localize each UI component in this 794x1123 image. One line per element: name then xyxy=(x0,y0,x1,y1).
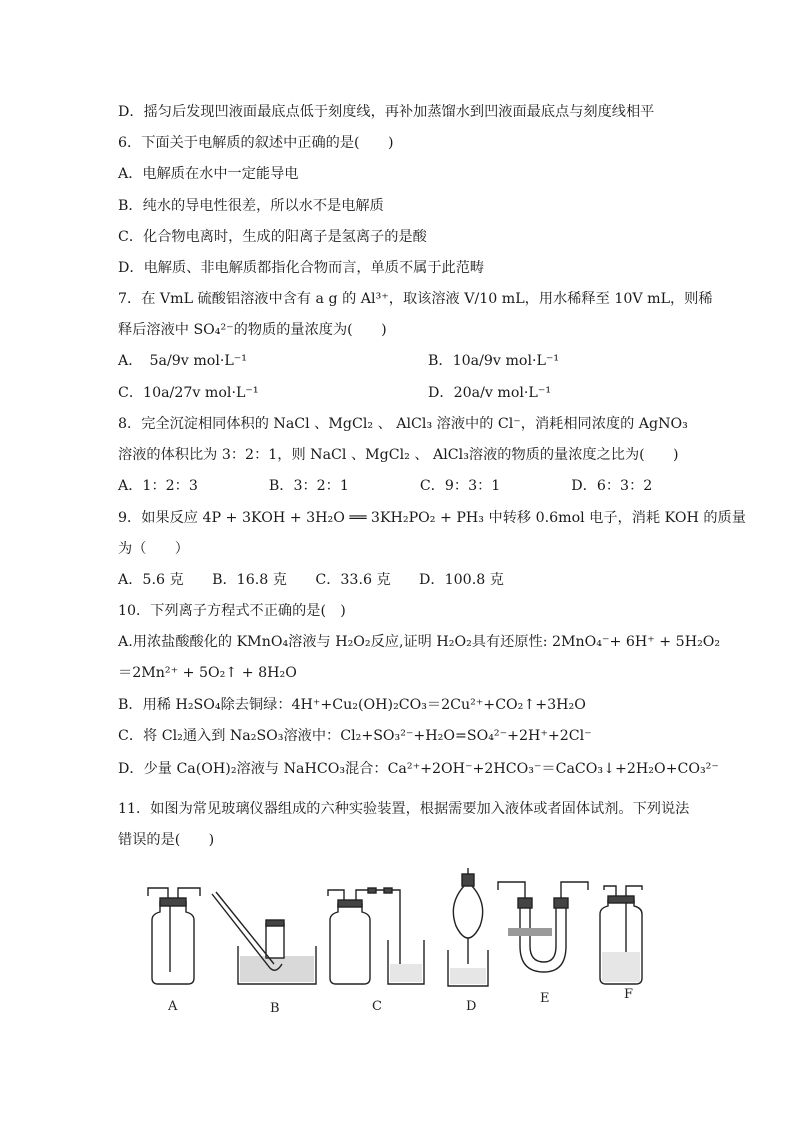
q10-stem: 10．下列离子方程式不正确的是( ) xyxy=(118,603,346,619)
apparatus-figure xyxy=(130,860,670,1020)
label-b: B xyxy=(270,1001,280,1016)
apparatus-b-trough xyxy=(212,892,316,984)
q11-stem-line2: 错误的是( ) xyxy=(118,832,215,848)
q10-option-c: C．将 Cl₂通入到 Na₂SO₃溶液中：Cl₂+SO₃²⁻+H₂O=SO₄²⁻+2H⁺+2Cl⁻ xyxy=(118,728,592,744)
label-d: D xyxy=(466,999,477,1014)
label-a: A xyxy=(168,999,178,1014)
q6-option-b: B．纯水的导电性很差，所以水不是电解质 xyxy=(118,198,384,214)
label-e: E xyxy=(540,991,550,1006)
q7-option-c: C．10a/27v mol·L⁻¹ xyxy=(118,385,259,401)
q6-option-c: C．化合物电离时，生成的阳离子是氢离子的是酸 xyxy=(118,229,427,245)
q8-stem-line2: 溶液的体积比为 3：2：1，则 NaCl 、MgCl₂ 、 AlCl₃溶液的物质的量浓度之比为( ) xyxy=(118,447,679,463)
q5-option-d: D．摇匀后发现凹液面最底点低于刻度线，再补加蒸馏水到凹液面最底点与刻度线相平 xyxy=(118,104,655,120)
apparatus-c-bottle-beaker xyxy=(328,888,424,984)
q10-option-d: D．少量 Ca(OH)₂溶液与 NaHCO₃混合：Ca²⁺+2OH⁻+2HCO₃⁻＝CaCO₃↓+2H₂O+CO₃²⁻ xyxy=(118,761,719,777)
q10-option-b: B．用稀 H₂SO₄除去铜绿：4H⁺+Cu₂(OH)₂CO₃＝2Cu²⁺+CO₂↑+3H₂O xyxy=(118,697,586,713)
apparatus-f-bottle xyxy=(600,886,642,984)
q10-option-a-line1: A.用浓盐酸酸化的 KMnO₄溶液与 H₂O₂反应,证明 H₂O₂具有还原性: 2MnO₄⁻+ 6H⁺ + 5H₂O₂ xyxy=(118,634,721,650)
label-f: F xyxy=(624,987,634,1002)
q9-options: A．5.6 克 B．16.8 克 C．33.6 克 D．100.8 克 xyxy=(118,572,504,588)
q11-stem-line1: 11．如图为常见玻璃仪器组成的六种实验装置，根据需要加入液体或者固体试剂。下列说法 xyxy=(118,801,690,817)
apparatus-a-bottle xyxy=(148,888,200,984)
q6-stem: 6．下面关于电解质的叙述中正确的是( ) xyxy=(118,135,394,151)
q7-option-d: D．20a/v mol·L⁻¹ xyxy=(428,385,552,401)
q8-stem-line1: 8．完全沉淀相同体积的 NaCl 、MgCl₂ 、 AlCl₃ 溶液中的 Cl⁻，消耗相同浓度的 AgNO₃ xyxy=(118,416,688,432)
q7-option-b: B．10a/9v mol·L⁻¹ xyxy=(428,353,560,369)
q7-stem-line2: 释后溶液中 SO₄²⁻的物质的量浓度为( ) xyxy=(118,322,387,338)
q7-option-a: A． 5a/9v mol·L⁻¹ xyxy=(118,353,247,369)
q7-stem-line1: 7．在 VmL 硫酸铝溶液中含有 a g 的 Al³⁺，取该溶液 V/10 mL，用水稀释至 10V mL，则稀 xyxy=(118,291,713,307)
q9-stem-line2: 为（ ） xyxy=(118,541,189,557)
q8-options: A．1：2：3 B．3：2：1 C．9：3：1 D．6：3：2 xyxy=(118,478,653,494)
apparatus-d-bulb xyxy=(448,868,488,986)
q9-stem-line1: 9．如果反应 4P + 3KOH + 3H₂O ══ 3KH₂PO₂ + PH₃ 中转移 0.6mol 电子，消耗 KOH 的质量 xyxy=(118,510,746,526)
q10-option-a-line2: ＝2Mn²⁺ + 5O₂↑ + 8H₂O xyxy=(118,665,297,681)
apparatus-e-u-tube xyxy=(498,882,588,972)
label-c: C xyxy=(372,999,382,1014)
q6-option-a: A．电解质在水中一定能导电 xyxy=(118,166,299,182)
q6-option-d: D．电解质、非电解质都指化合物而言，单质不属于此范畴 xyxy=(118,260,485,276)
